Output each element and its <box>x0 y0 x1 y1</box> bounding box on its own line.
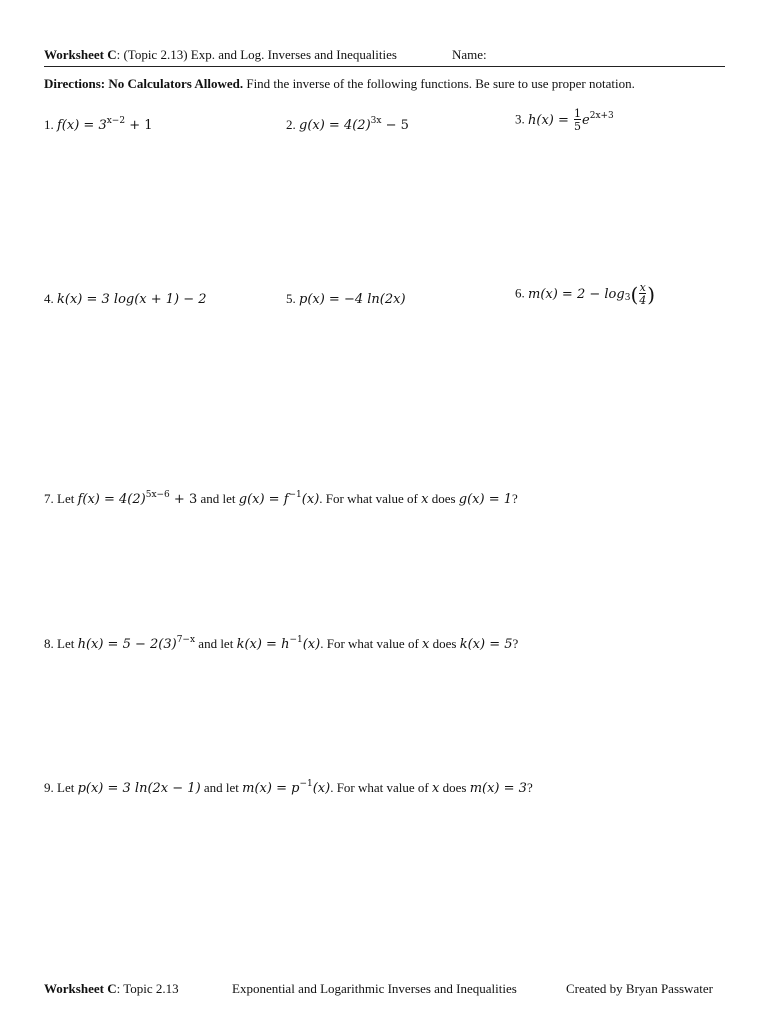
condition: g(x) = 1 <box>458 492 513 507</box>
inverse-definition: k(x) = h <box>236 637 290 652</box>
inverse-exponent: −1 <box>299 779 313 789</box>
fraction-denominator: 4 <box>639 294 647 307</box>
does-word: does <box>432 636 457 651</box>
problem-number: 7. <box>44 491 54 506</box>
directions-text: Find the inverse of the following functions. Be sure to use proper notation. <box>246 76 635 91</box>
problem-2 <box>286 117 409 133</box>
expression-tail: − 5 <box>381 118 409 133</box>
problem-3 <box>515 108 614 132</box>
problem-number: 5. <box>286 291 296 306</box>
footer-topic: : Topic 2.13 <box>116 981 179 996</box>
variable: x <box>421 492 429 507</box>
footer-worksheet-label: Worksheet C <box>44 981 117 996</box>
inverse-argument: (x) <box>302 637 321 652</box>
problem-expression: p(x) = −4 ln(2x) <box>299 292 406 307</box>
does-word: does <box>442 780 467 795</box>
exponent: 2x+3 <box>589 110 614 121</box>
question-text: . For what value of <box>330 780 429 795</box>
name-label: Name: <box>452 47 487 62</box>
problem-expression: f(x) = 3 <box>57 118 107 133</box>
inverse-argument: (x) <box>301 492 320 507</box>
question-mark: ? <box>526 780 533 795</box>
fraction-numerator: x <box>639 281 646 294</box>
and-let: and let <box>203 780 239 795</box>
exponent: 3x <box>370 116 382 126</box>
problem-number: 8. <box>44 636 54 651</box>
worksheet-topic: : (Topic 2.13) Exp. and Log. Inverses and Inequalities <box>116 47 397 62</box>
directions <box>44 76 635 92</box>
question-text: . For what value of <box>320 636 419 651</box>
problem-expression: h(x) = <box>528 112 574 128</box>
exponent: x−2 <box>106 116 126 126</box>
exponent: 5x−6 <box>145 490 170 500</box>
problem-9 <box>44 780 533 796</box>
fraction-numerator: 1 <box>574 107 582 120</box>
problem-number: 1. <box>44 117 54 132</box>
problem-number: 9. <box>44 780 54 795</box>
fraction-denominator: 5 <box>574 120 582 133</box>
exponent: 7−x <box>176 635 196 645</box>
let-word: Let <box>57 780 75 795</box>
and-let: and let <box>200 491 236 506</box>
problem-number: 4. <box>44 291 54 306</box>
let-word: Let <box>57 636 75 651</box>
fraction <box>639 282 646 306</box>
fraction <box>574 108 581 132</box>
problem-4 <box>44 291 207 307</box>
problem-6 <box>515 282 655 306</box>
inverse-exponent: −1 <box>289 635 303 645</box>
let-word: Let <box>57 491 75 506</box>
problem-number: 3. <box>515 111 525 127</box>
inverse-argument: (x) <box>312 781 331 796</box>
and-let: and let <box>198 636 234 651</box>
log-base: 3 <box>624 292 631 303</box>
worksheet-header <box>44 47 397 63</box>
directions-emphasis: No Calculators Allowed. <box>108 76 244 91</box>
variable: x <box>432 781 440 796</box>
function-definition: f(x) = 4(2) <box>77 492 146 507</box>
left-paren: ( <box>630 282 639 306</box>
question-text: . For what value of <box>319 491 418 506</box>
function-definition: p(x) = 3 ln(2x − 1) <box>77 781 201 796</box>
footer-credit: Created by Bryan Passwater <box>566 981 713 996</box>
directions-label: Directions: <box>44 76 106 91</box>
problem-7 <box>44 491 518 507</box>
problem-number: 2. <box>286 117 296 132</box>
expression-tail: + 1 <box>125 118 153 133</box>
problem-5 <box>286 291 406 307</box>
footer-worksheet <box>44 981 179 997</box>
function-definition: h(x) = 5 − 2(3) <box>77 637 177 652</box>
header-divider <box>44 66 725 67</box>
problem-expression: g(x) = 4(2) <box>299 118 371 133</box>
inverse-definition: g(x) = f <box>238 492 289 507</box>
condition: k(x) = 5 <box>459 637 513 652</box>
problem-expression: m(x) = 2 − log <box>528 286 625 302</box>
expression-tail: + 3 <box>169 492 198 507</box>
question-mark: ? <box>512 491 518 506</box>
problem-1 <box>44 117 153 133</box>
problem-8 <box>44 636 518 652</box>
problem-expression: k(x) = 3 log(x + 1) − 2 <box>57 292 207 307</box>
footer-title: Exponential and Logarithmic Inverses and Inequalities <box>232 981 517 996</box>
worksheet-label: Worksheet C <box>44 47 117 62</box>
does-word: does <box>431 491 456 506</box>
inverse-definition: m(x) = p <box>242 781 300 796</box>
inverse-exponent: −1 <box>288 490 302 500</box>
exp-base: e <box>582 112 590 128</box>
condition: m(x) = 3 <box>469 781 527 796</box>
problem-number: 6. <box>515 285 525 301</box>
variable: x <box>422 637 430 652</box>
question-mark: ? <box>512 636 519 651</box>
right-paren: ) <box>647 282 656 306</box>
